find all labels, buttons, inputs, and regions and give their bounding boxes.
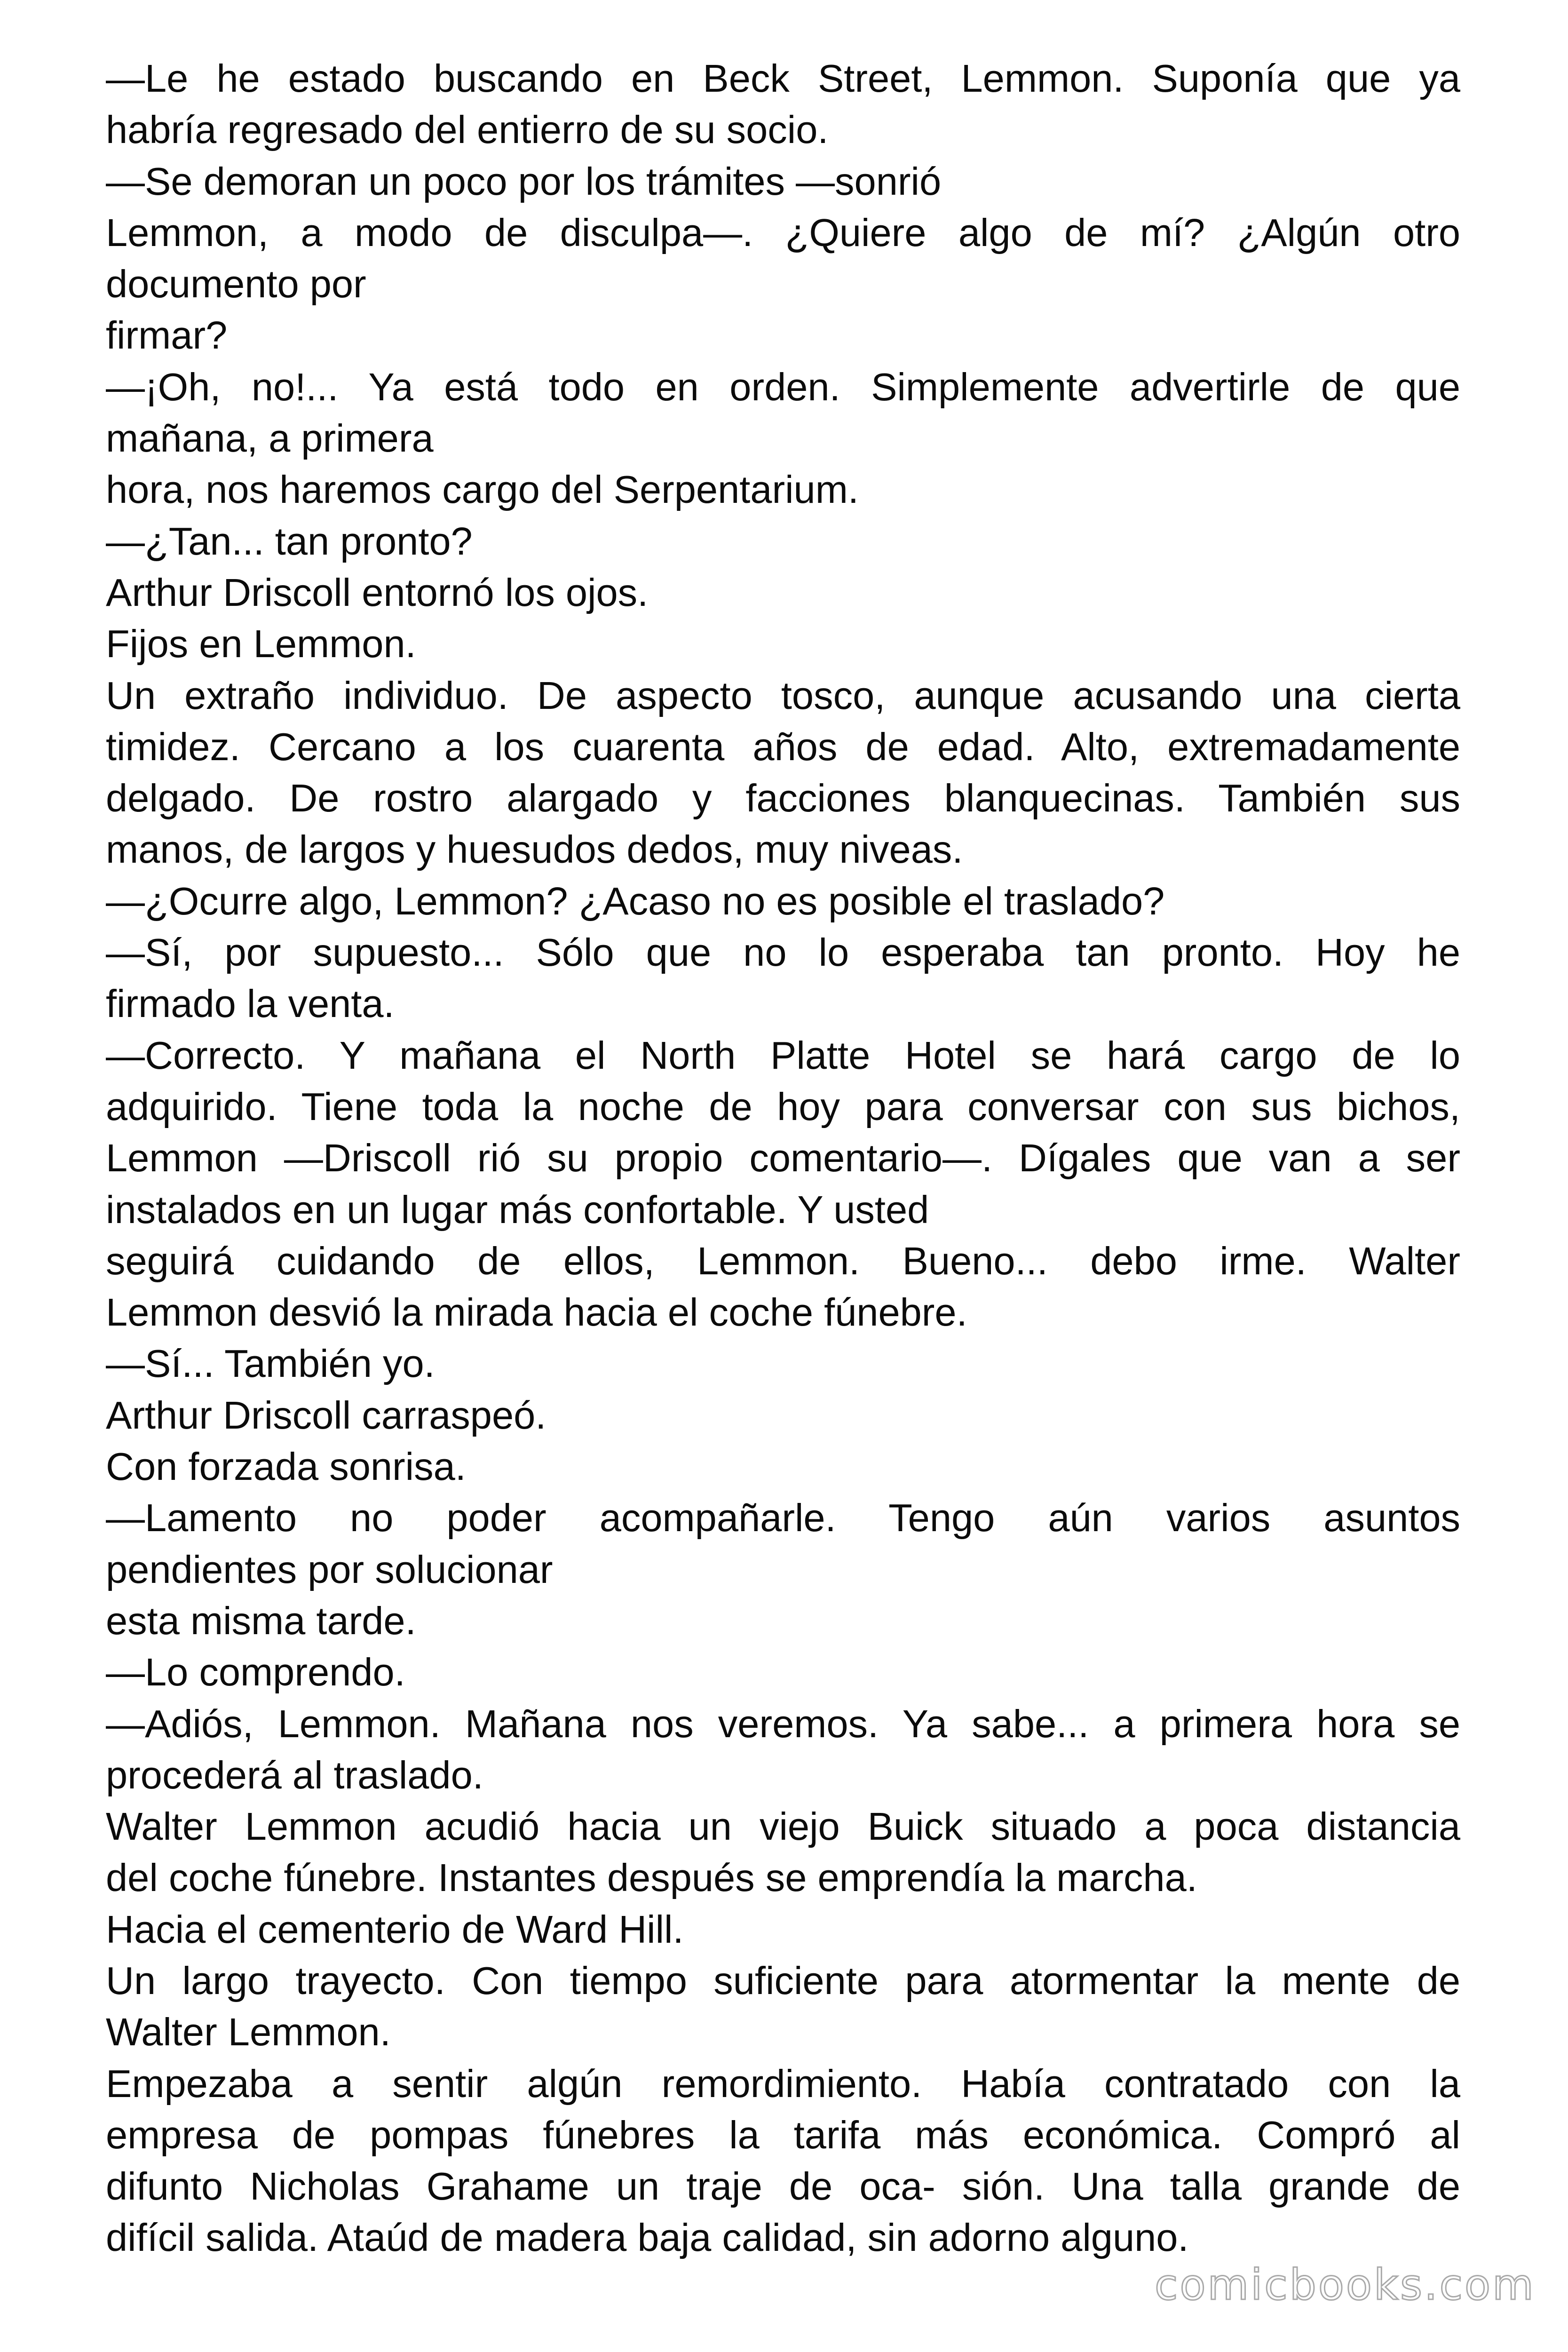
text-line: empresa de pompas fúnebres la tarifa más económica. Compró al bbox=[106, 2113, 1460, 2157]
text-line: habría regresado del entierro de su socio. bbox=[106, 108, 829, 152]
text-line: Arthur Driscoll carraspeó. bbox=[106, 1393, 546, 1437]
text-line: adquirido. Tiene toda la noche de hoy para conversar con sus bichos, bbox=[106, 1084, 1460, 1128]
text-line: mañana, a primera bbox=[106, 416, 434, 461]
text-line: —Sí, por supuesto... Sólo que no lo esperaba tan pronto. Hoy he bbox=[106, 930, 1460, 975]
text-line: Un largo trayecto. Con tiempo suficiente para atormentar la mente de bbox=[106, 1958, 1460, 2002]
text-line: del coche fúnebre. Instantes después se emprendía la marcha. bbox=[106, 1856, 1197, 1900]
text-line: pendientes por solucionar bbox=[106, 1547, 553, 1591]
text-line: esta misma tarde. bbox=[106, 1598, 416, 1643]
text-line: procederá al traslado. bbox=[106, 1753, 483, 1797]
text-line: difunto Nicholas Grahame un traje de oca- sión. Una talla grande de bbox=[106, 2164, 1460, 2209]
text-line: timidez. Cercano a los cuarenta años de edad. Alto, extremadamente bbox=[106, 724, 1460, 769]
text-line: Lemmon —Driscoll rió su propio comentario—. Dígales que van a ser bbox=[106, 1136, 1460, 1180]
text-line: Lemmon desvió la mirada hacia el coche fúnebre. bbox=[106, 1290, 967, 1335]
text-line: Un extraño individuo. De aspecto tosco, aunque acusando una cierta bbox=[106, 673, 1460, 717]
text-line: —¿Ocurre algo, Lemmon? ¿Acaso no es posible el traslado? bbox=[106, 879, 1165, 923]
text-line: —¿Tan... tan pronto? bbox=[106, 519, 473, 563]
text-line: hora, nos haremos cargo del Serpentarium. bbox=[106, 468, 859, 512]
text-line: instalados en un lugar más confortable. Y usted bbox=[106, 1187, 929, 1232]
text-line: Arthur Driscoll entornó los ojos. bbox=[106, 570, 649, 614]
text-line: —Lo comprendo. bbox=[106, 1650, 405, 1694]
document-body bbox=[106, 53, 1460, 2264]
text-line: —¡Oh, no!... Ya está todo en orden. Simplemente advertirle de que bbox=[106, 365, 1460, 409]
text-line: Hacia el cementerio de Ward Hill. bbox=[106, 1907, 684, 1951]
text-line: Walter Lemmon acudió hacia un viejo Buick situado a poca distancia bbox=[106, 1804, 1460, 1849]
text-line: difícil salida. Ataúd de madera baja calidad, sin adorno alguno. bbox=[106, 2216, 1189, 2260]
text-line: —Sí... También yo. bbox=[106, 1342, 435, 1386]
text-line: manos, de largos y huesudos dedos, muy niveas. bbox=[106, 827, 963, 872]
text-line: firmar? bbox=[106, 313, 228, 358]
text-line: —Lamento no poder acompañarle. Tengo aún varios asuntos bbox=[106, 1496, 1460, 1540]
text-line: Empezaba a sentir algún remordimiento. Había contratado con la bbox=[106, 2061, 1460, 2106]
text-line: firmado la venta. bbox=[106, 982, 395, 1026]
text-line: —Adiós, Lemmon. Mañana nos veremos. Ya sabe... a primera hora se bbox=[106, 1701, 1460, 1746]
text-line: Fijos en Lemmon. bbox=[106, 622, 416, 666]
text-line: Walter Lemmon. bbox=[106, 2010, 391, 2054]
text-line: Lemmon, a modo de disculpa—. ¿Quiere algo de mí? ¿Algún otro bbox=[106, 210, 1460, 254]
text-line: delgado. De rostro alargado y facciones blanquecinas. También sus bbox=[106, 776, 1460, 820]
text-line: documento por bbox=[106, 262, 366, 306]
text-line: —Le he estado buscando en Beck Street, Lemmon. Suponía que ya bbox=[106, 56, 1460, 100]
text-line: seguirá cuidando de ellos, Lemmon. Bueno... debo irme. Walter bbox=[106, 1239, 1460, 1283]
text-line: —Correcto. Y mañana el North Platte Hotel se hará cargo de lo bbox=[106, 1033, 1460, 1077]
text-line: Con forzada sonrisa. bbox=[106, 1445, 466, 1489]
text-line: —Se demoran un poco por los trámites —sonrió bbox=[106, 159, 942, 203]
watermark-text: comicbooks.com bbox=[1155, 2260, 1536, 2310]
